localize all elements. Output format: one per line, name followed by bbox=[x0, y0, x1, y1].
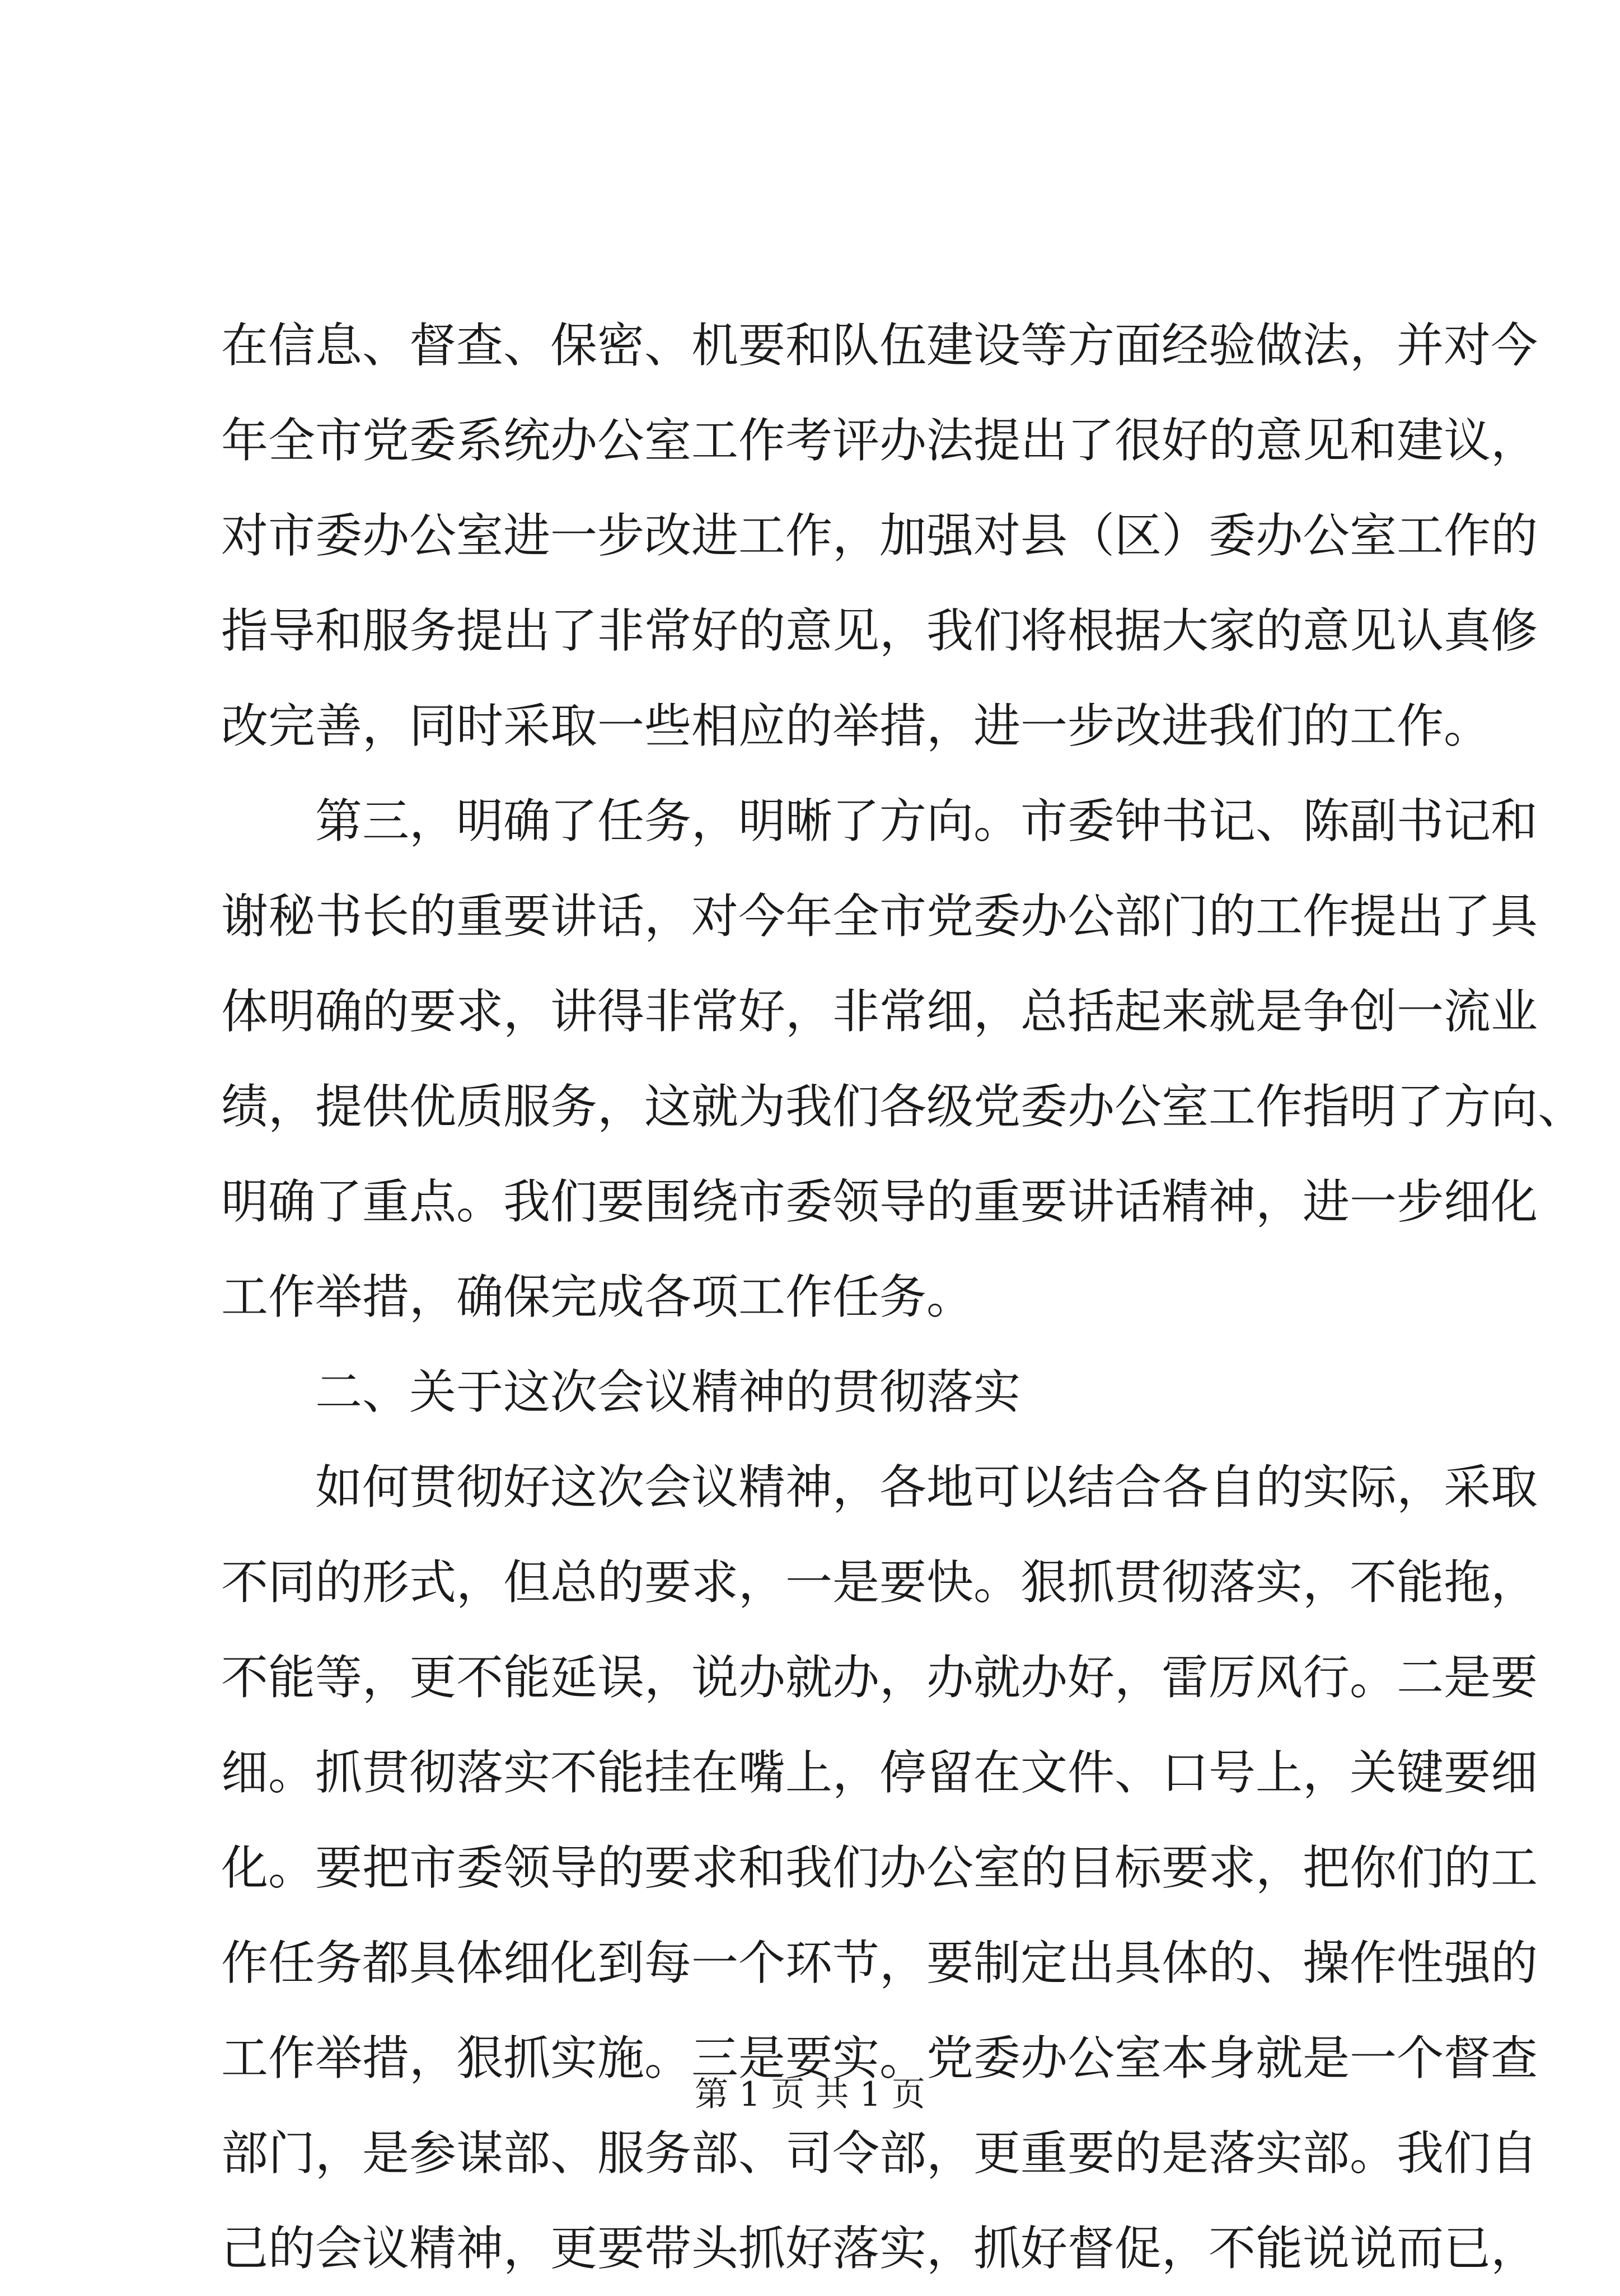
text-line: 己的会议精神，更要带头抓好落实，抓好督促，不能说说而已， bbox=[221, 2221, 1538, 2276]
text-line: 部门，是参谋部、服务部、司令部，更重要的是落实部。我们自 bbox=[221, 2126, 1538, 2181]
paragraph-start-line: 如何贯彻好这次会议精神，各地可以结合各自的实际，采取 bbox=[315, 1460, 1538, 1515]
text-line: 化。要把市委领导的要求和我们办公室的目标要求，把你们的工 bbox=[221, 1840, 1538, 1895]
body-text bbox=[221, 298, 1585, 2296]
section-heading: 二、关于这次会议精神的贯彻落实 bbox=[315, 1365, 1021, 1419]
text-line: 作任务都具体细化到每一个环节，要制定出具体的、操作性强的 bbox=[221, 1936, 1538, 1990]
text-line: 工作举措，确保完成各项工作任务。 bbox=[221, 1269, 974, 1324]
text-line: 不能等，更不能延误，说办就办，办就办好，雷厉风行。二是要 bbox=[221, 1650, 1538, 1705]
text-line: 明确了重点。我们要围绕市委领导的重要讲话精神，进一步细化 bbox=[221, 1174, 1538, 1229]
page-footer: 第 1 页 共 1 页 bbox=[695, 2075, 925, 2114]
text-line: 在信息、督查、保密、机要和队伍建设等方面经验做法，并对今 bbox=[221, 318, 1538, 373]
paragraph-start-line: 第三，明确了任务，明晰了方向。市委钟书记、陈副书记和 bbox=[315, 794, 1538, 849]
text-line: 谢秘书长的重要讲话，对今年全市党委办公部门的工作提出了具 bbox=[221, 889, 1538, 944]
text-line: 不同的形式，但总的要求，一是要快。狠抓贯彻落实，不能拖， bbox=[221, 1555, 1538, 1610]
text-line: 改完善，同时采取一些相应的举措，进一步改进我们的工作。 bbox=[221, 699, 1491, 753]
text-line: 体明确的要求，讲得非常好，非常细，总括起来就是争创一流业 bbox=[221, 984, 1538, 1039]
text-line: 年全市党委系统办公室工作考评办法提出了很好的意见和建议， bbox=[221, 413, 1538, 468]
text-line: 对市委办公室进一步改进工作，加强对县（区）委办公室工作的 bbox=[221, 508, 1538, 563]
text-line: 细。抓贯彻落实不能挂在嘴上，停留在文件、口号上，关键要细 bbox=[221, 1745, 1538, 1800]
text-line: 绩，提供优质服务，这就为我们各级党委办公室工作指明了方向、 bbox=[221, 1079, 1585, 1134]
text-line: 工作举措，狠抓实施。三是要实。党委办公室本身就是一个督查 bbox=[221, 2031, 1538, 2086]
text-line: 指导和服务提出了非常好的意见，我们将根据大家的意见认真修 bbox=[221, 603, 1538, 658]
